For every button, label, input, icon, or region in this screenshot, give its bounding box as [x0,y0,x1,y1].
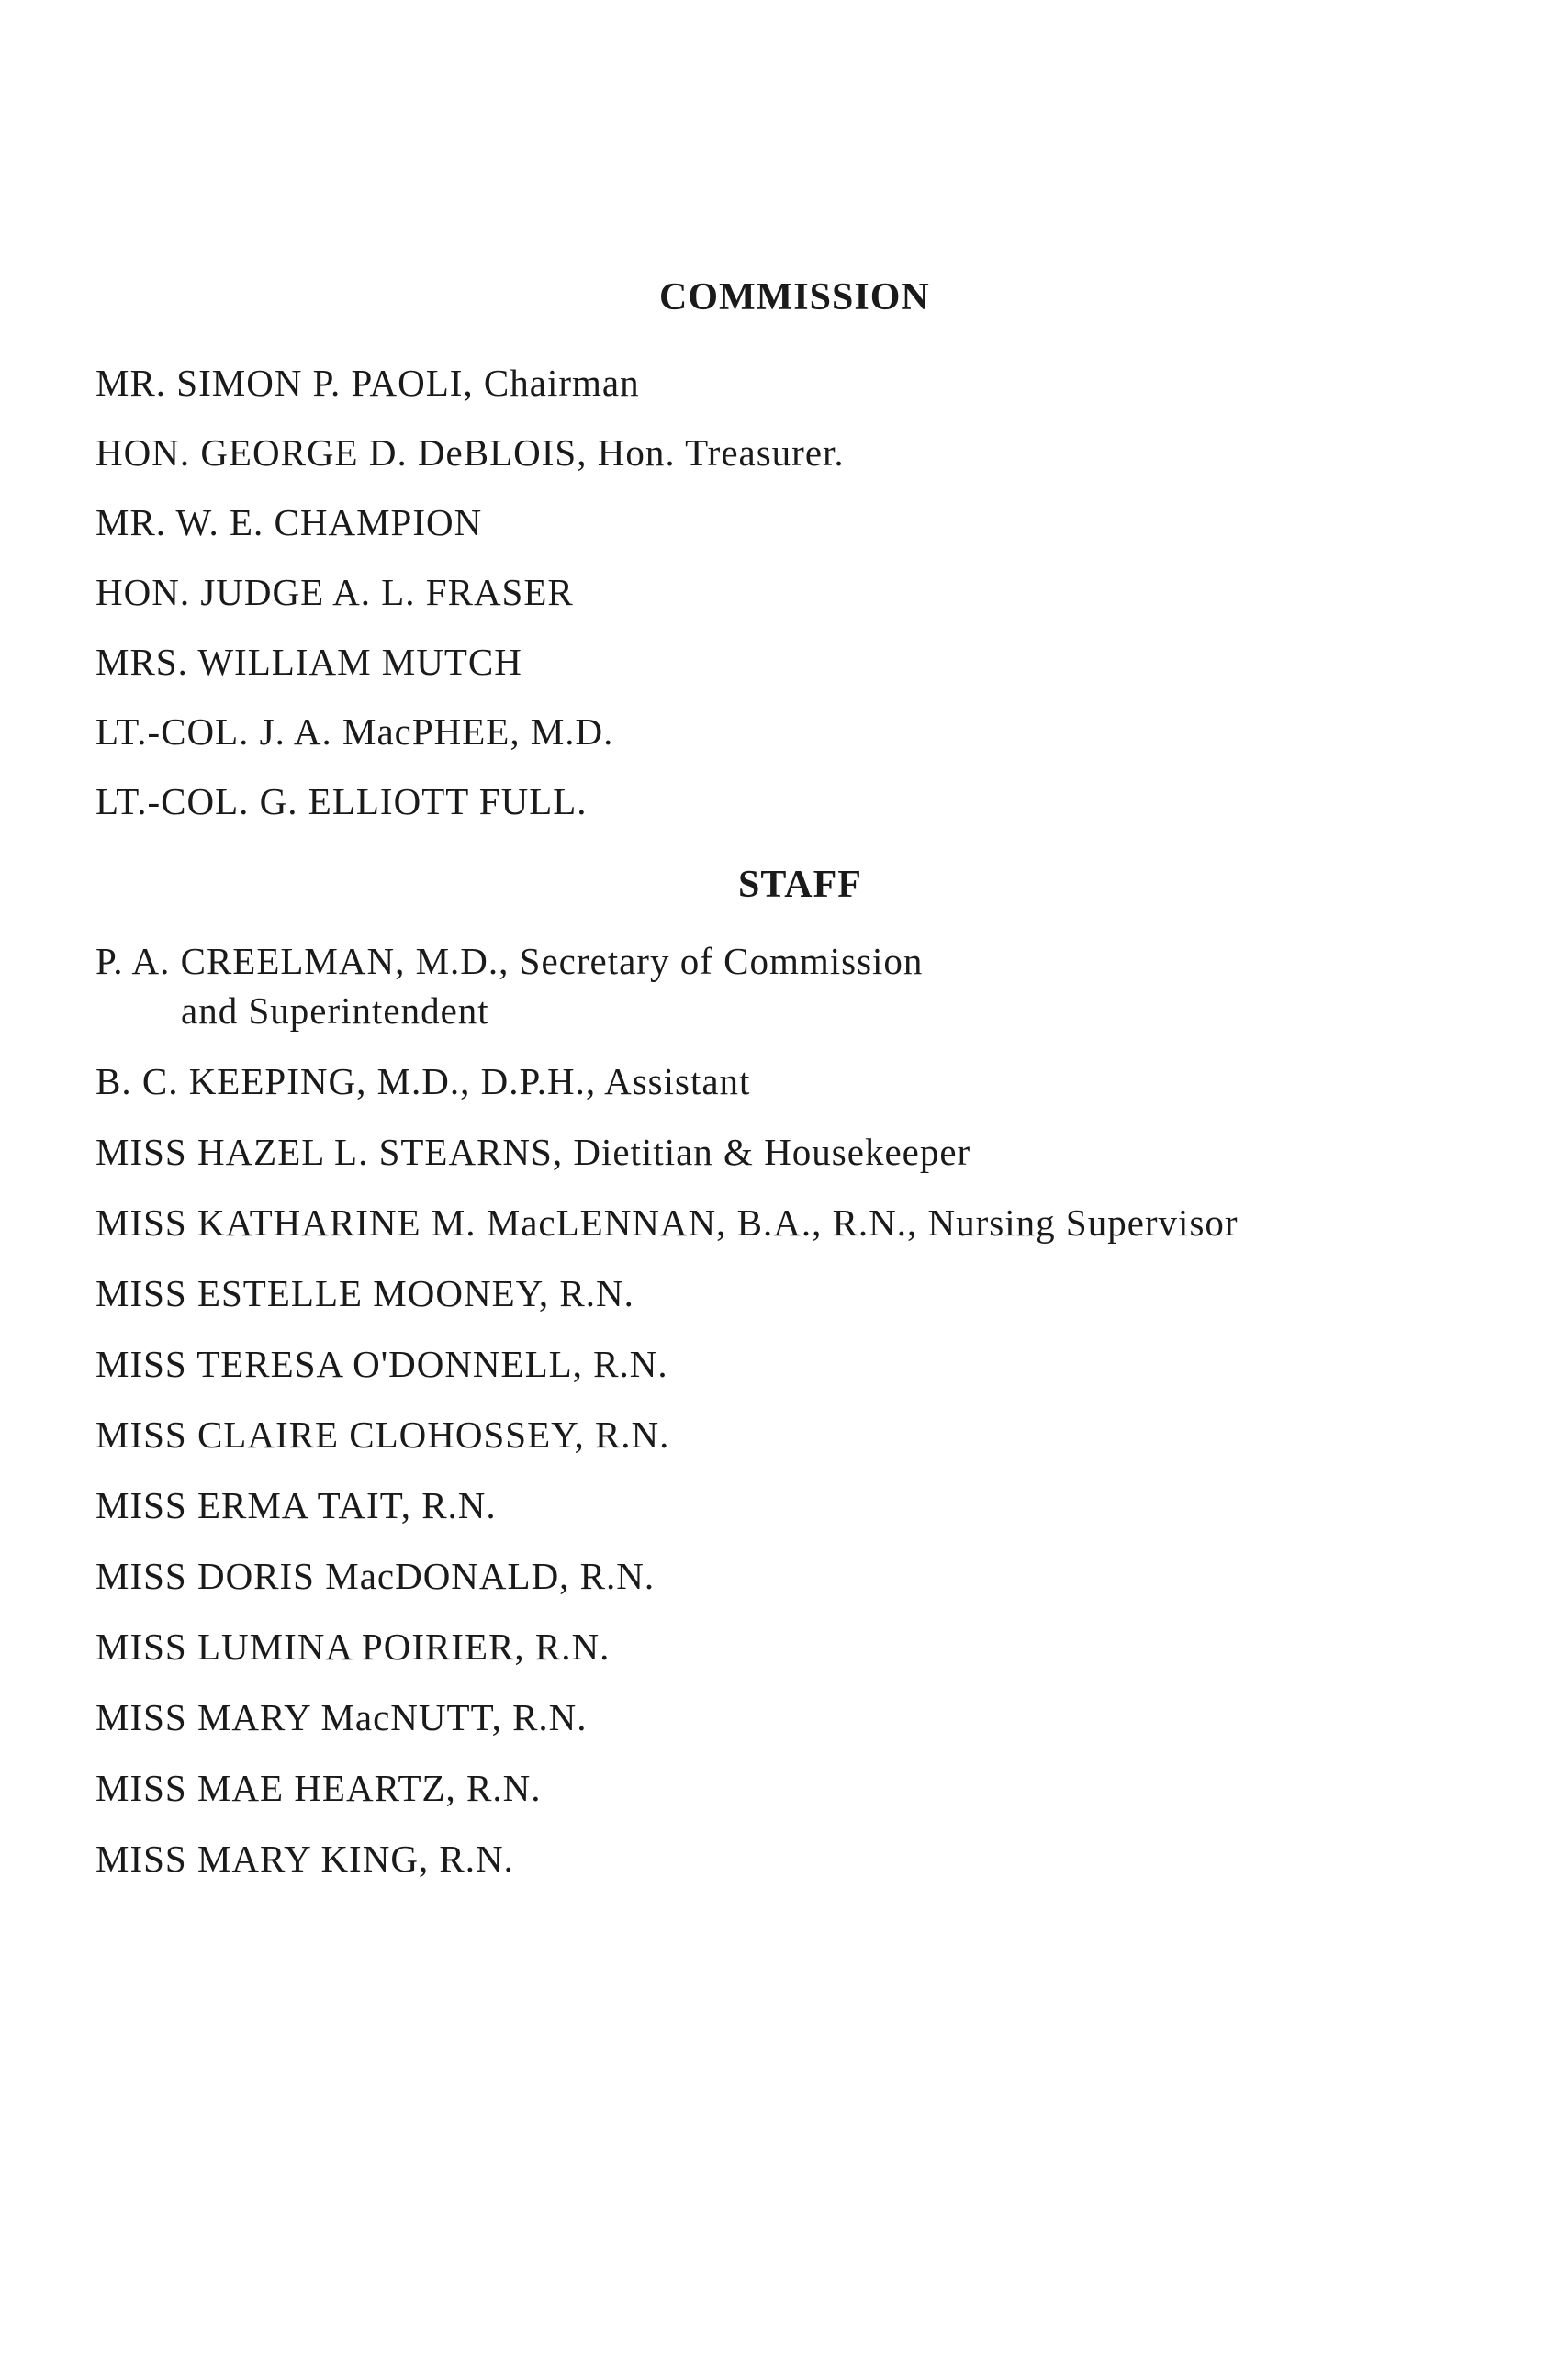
commission-member: LT.-COL. G. ELLIOTT FULL. [95,780,588,822]
staff-member-line: P. A. CREELMAN, M.D., Secretary of Commission [95,940,924,982]
staff-member: MISS DORIS MacDONALD, R.N. [95,1555,656,1597]
commission-heading: COMMISSION [659,276,930,318]
staff-member: B. C. KEEPING, M.D., D.P.H., Assistant [95,1060,751,1102]
staff-member: MISS LUMINA POIRIER, R.N. [95,1626,611,1668]
staff-member: MISS TERESA O'DONNELL, R.N. [95,1343,668,1385]
staff-member: MISS ERMA TAIT, R.N. [95,1484,497,1526]
staff-member: MISS MARY KING, R.N. [95,1838,514,1880]
staff-heading: STAFF [738,864,862,906]
commission-member: MR. SIMON P. PAOLI, Chairman [95,362,640,404]
commission-member: HON. JUDGE A. L. FRASER [95,571,574,613]
staff-member: MISS MARY MacNUTT, R.N. [95,1696,588,1738]
commission-member: LT.-COL. J. A. MacPHEE, M.D. [95,710,614,753]
staff-member: MISS CLAIRE CLOHOSSEY, R.N. [95,1413,670,1456]
staff-member: MISS HAZEL L. STEARNS, Dietitian & Housekeeper [95,1131,971,1173]
staff-member: MISS ESTELLE MOONEY, R.N. [95,1272,634,1314]
commission-member: MRS. WILLIAM MUTCH [95,641,522,683]
staff-member: MISS KATHARINE M. MacLENNAN, B.A., R.N., Nursing Supervisor [95,1201,1239,1244]
commission-member: MR. W. E. CHAMPION [95,501,483,543]
staff-member-continuation: and Superintendent [181,989,489,1032]
commission-member: HON. GEORGE D. DeBLOIS, Hon. Treasurer. [95,431,845,474]
staff-member: MISS MAE HEARTZ, R.N. [95,1767,542,1809]
staff-member [95,939,923,1033]
